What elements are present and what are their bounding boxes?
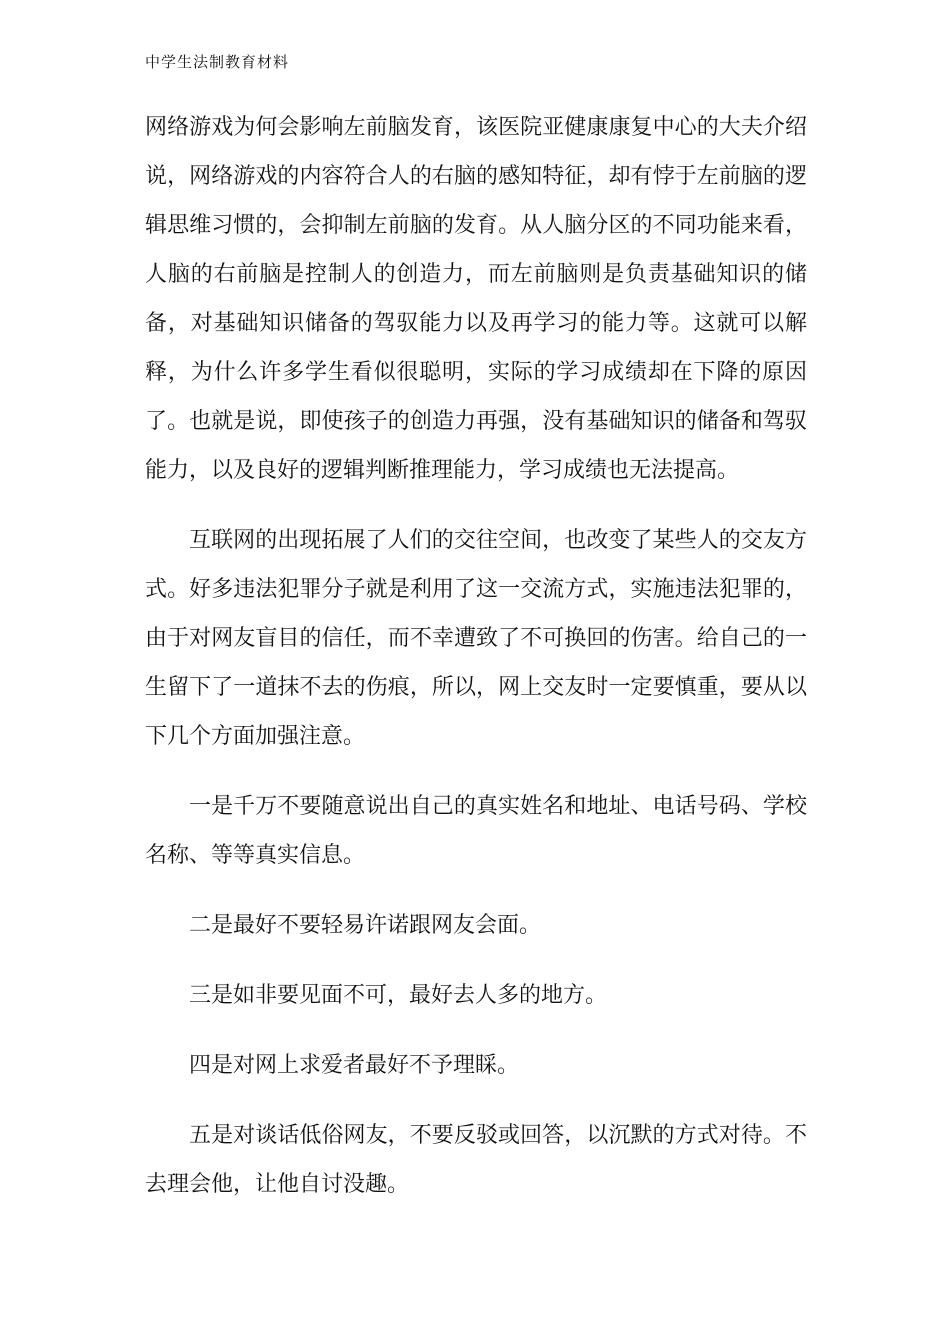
tip-item-4: 四是对网上求爱者最好不予理睬。 <box>189 1053 520 1078</box>
paragraph-internet-games-brain: 网络游戏为何会影响左前脑发育，该医院亚健康康复中心的大夫介绍说，网络游戏的内容符合人的右脑的感知特征，却有悖于左前脑的逻辑思维习惯的，会抑制左前脑的发育。从人脑分区的不同功能来看，人脑的右前脑是控制人的创造力，而左前脑则是负责基础知识的储备，对基础知识储备的驾驭能力以及再学习的能力等。这就可以解释，为什么许多学生看似很聪明，实际的学习成绩却在下降的原因了。也就是说，即使孩子的创造力再强，没有基础知识的储备和驾驭能力，以及良好的逻辑判断推理能力，学习成绩也无法提高。 <box>145 115 807 483</box>
paragraph-online-friends: 互联网的出现拓展了人们的交往空间，也改变了某些人的交友方式。好多违法犯罪分子就是利用了这一交流方式，实施违法犯罪的，由于对网友盲目的信任，而不幸遭致了不可换回的伤害。给自己的一生留下了一道抹不去的伤痕，所以，网上交友时一定要慎重，要从以下几个方面加强注意。 <box>145 528 807 749</box>
tip-item-1: 一是千万不要随意说出自己的真实姓名和地址、电话号码、学校名称、等等真实信息。 <box>145 794 807 868</box>
tip-item-5: 五是对谈话低俗网友，不要反驳或回答，以沉默的方式对待。不去理会他，让他自讨没趣。 <box>145 1123 807 1197</box>
document-body <box>145 103 807 1209</box>
tip-item-2: 二是最好不要轻易许诺跟网友会面。 <box>189 913 542 938</box>
tip-item-3: 三是如非要见面不可，最好去人多的地方。 <box>189 983 608 1008</box>
page-header: 中学生法制教育材料 <box>145 53 290 71</box>
